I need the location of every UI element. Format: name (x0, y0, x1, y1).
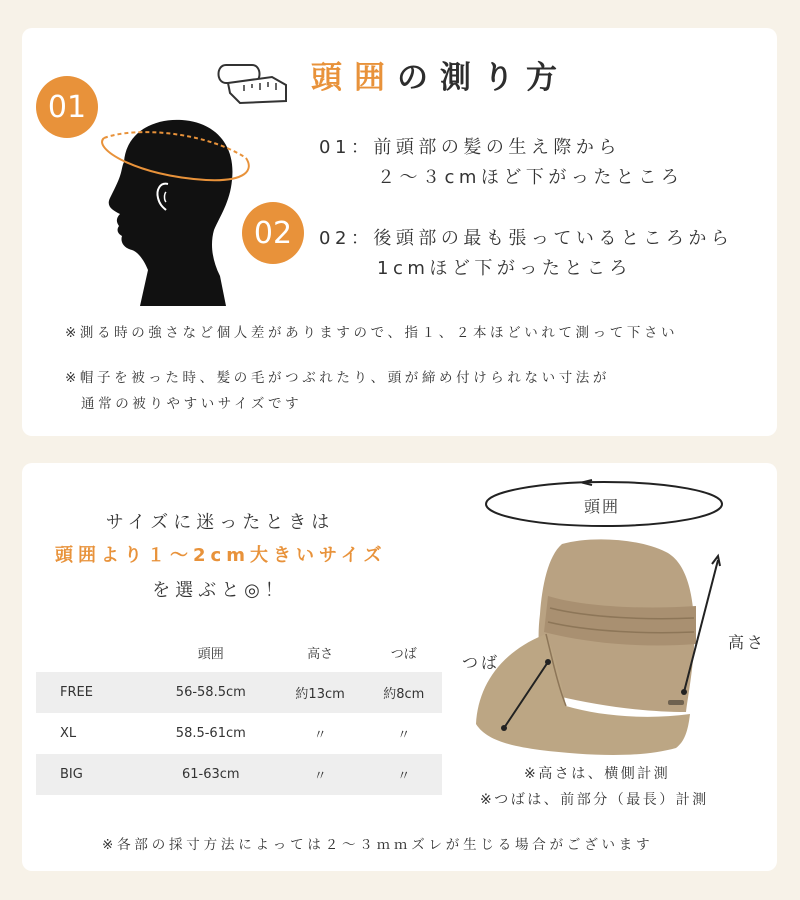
step2-line2: 1cmほど下がったところ (377, 258, 632, 279)
size-table (36, 632, 442, 795)
page-title (311, 52, 569, 97)
footnote-variance: ※各部の採寸方法によっては２～３ｍｍズレが生じる場合がございます (102, 837, 654, 853)
size-circumference: 56-58.5cm (147, 672, 275, 713)
table-row (36, 713, 442, 754)
label-circumference: 頭囲 (584, 497, 621, 516)
size-brim: 〃 (366, 754, 442, 795)
step-badge-01: 01 (36, 76, 98, 138)
caption-height-measure: ※高さは、横側計測 (524, 766, 671, 782)
step-badge-02: 02 (242, 202, 304, 264)
header-blank (36, 632, 147, 672)
size-name: BIG (36, 754, 147, 795)
size-name: XL (60, 726, 77, 741)
label-height: 高さ (728, 633, 767, 652)
size-height: 約13cm (275, 672, 366, 713)
step2-line1: 02：後頭部の最も張っているところから (319, 228, 734, 249)
table-row (36, 672, 442, 713)
caption-brim-measure: ※つばは、前部分（最長）計測 (480, 792, 709, 808)
hat-illustration (470, 536, 730, 758)
size-brim: 約8cm (366, 672, 442, 713)
note-comfort-line2: 通常の被りやすいサイズです (81, 396, 303, 412)
title-highlight: 頭囲 (311, 60, 397, 96)
step1-line1: 01：前頭部の髪の生え際から (319, 137, 621, 158)
header-circumference: 頭囲 (197, 646, 224, 662)
note-comfort-line1: ※帽子を被った時、髪の毛がつぶれたり、頭が締め付けられない寸法が (65, 370, 611, 386)
tip-line3: を選ぶと◎！ (152, 580, 288, 601)
header-height: 高さ (307, 646, 334, 662)
size-height: 〃 (275, 754, 366, 795)
size-table-header (36, 632, 442, 672)
table-row (36, 754, 442, 795)
size-name: FREE (36, 672, 147, 713)
header-brim: つば (390, 646, 417, 662)
tip-line2: 頭囲より１～2cm大きいサイズ (55, 545, 387, 566)
size-circumference: 61-63cm (147, 754, 275, 795)
tip-line1: サイズに迷ったときは (105, 512, 335, 533)
size-brim: 〃 (397, 728, 411, 743)
size-circumference: 58.5-61cm (175, 726, 246, 741)
size-height: 〃 (313, 728, 327, 743)
label-brim: つば (462, 653, 501, 672)
head-circumference-line (96, 118, 256, 190)
tape-measure-icon (212, 55, 290, 107)
step1-line2: ２～３cmほど下がったところ (377, 167, 684, 188)
note-fit-tolerance: ※測る時の強さなど個人差がありますので、指１、２本ほどいれて測って下さい (65, 325, 679, 341)
title-rest: の測り方 (397, 60, 569, 96)
